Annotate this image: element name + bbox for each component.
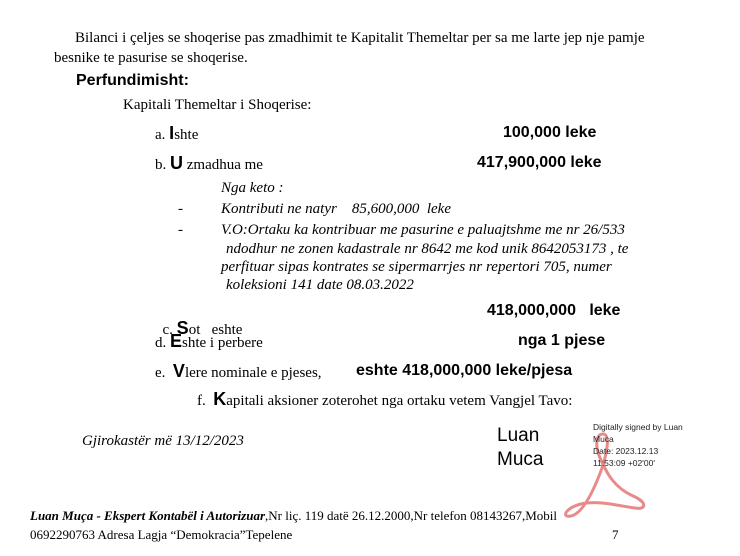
section-heading: Perfundimisht: (76, 72, 189, 89)
subheading: Kapitali Themeltar i Shoqerise: (123, 97, 312, 113)
bullet-dash: - (178, 201, 183, 217)
item-marker: e. (155, 365, 166, 381)
signature-info-line: Muca (593, 434, 614, 444)
footer-details: ,Nr liç. 119 datë 26.12.2000,Nr telefon 08143267,Mobil (265, 508, 557, 523)
detail-note-line-4: koleksioni 141 date 08.03.2022 (226, 277, 414, 293)
signature-name-line-1: Luan (497, 425, 540, 446)
item-a (155, 123, 198, 144)
item-marker: f. (197, 393, 206, 409)
signature-info (593, 421, 683, 469)
item-d-value: nga 1 pjese (518, 332, 606, 349)
item-marker: c. (162, 322, 173, 338)
item-b (155, 153, 263, 174)
item-f (197, 389, 572, 410)
detail-contribution: Kontributi ne natyr 85,600,000 leke (221, 201, 451, 217)
place-date: Gjirokastër më 13/12/2023 (82, 433, 244, 449)
item-a-value: 100,000 leke (503, 124, 597, 141)
footer-author: Luan Muça - Ekspert Kontabël i Autorizuar (30, 508, 266, 523)
footer-line-2: 0692290763 Adresa Lagja “Demokracia”Tepelene (30, 527, 293, 542)
signature-info-line: Date: 2023.12.13 (593, 446, 659, 456)
item-e (155, 361, 322, 382)
intro-line-1: Bilanci i çeljes se shoqerise pas zmadhimit te Kapitalit Themeltar per sa me larte jep nje pamje (75, 30, 645, 46)
item-marker: a. (155, 127, 166, 143)
intro-line-2: besnike te pasurise se shoqerise. (54, 50, 248, 66)
page-number: 7 (612, 527, 619, 542)
signature-name (497, 424, 543, 472)
item-d (155, 331, 263, 352)
signature-name-line-2: Muca (497, 449, 544, 470)
item-label: shte (174, 127, 199, 143)
item-c-value: 418,000,000 leke (487, 302, 621, 319)
bullet-dash: - (178, 222, 183, 238)
item-label: shte i perbere (182, 335, 263, 351)
item-label: ot eshte (188, 322, 243, 338)
detail-note-line-2: ndodhur ne zonen kadastrale nr 8642 me kod unik 8642053173 , te (226, 241, 629, 257)
signature-info-line: Digitally signed by Luan (593, 422, 683, 432)
item-initial: V (172, 361, 185, 381)
item-e-value: eshte 418,000,000 leke/pjesa (356, 362, 573, 379)
item-initial: S (176, 318, 189, 338)
item-label: apitali aksioner zoterohet nga ortaku vetem Vangjel Tavo: (226, 393, 573, 409)
item-b-value: 417,900,000 leke (477, 154, 602, 171)
signature-info-line: 11:53:09 +02'00' (593, 458, 655, 468)
item-initial: E (170, 331, 183, 351)
item-marker: d. (155, 335, 167, 351)
item-label: lere nominale e pjeses, (184, 365, 322, 381)
details-intro: Nga keto : (221, 180, 284, 196)
item-label: zmadhua me (183, 157, 263, 173)
detail-note-line-3: perfituar sipas kontrates se sipermarrjes nr repertori 705, numer (221, 259, 612, 275)
detail-note-line-1: V.O:Ortaku ka kontribuar me pasurine e paluajtshme me nr 26/533 (221, 222, 625, 238)
item-initial: K (213, 389, 227, 409)
item-marker: b. (155, 157, 167, 173)
item-initial: U (170, 153, 183, 173)
item-initial: I (169, 123, 175, 143)
footer-line-1 (30, 508, 557, 524)
